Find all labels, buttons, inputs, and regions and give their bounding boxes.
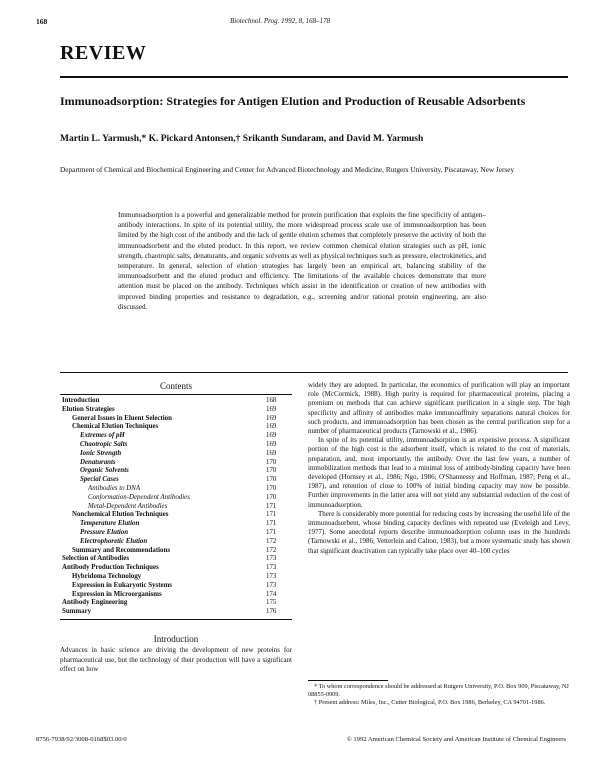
toc-entry-page: 169 [266, 414, 277, 422]
toc-entry-label: Introduction [62, 397, 100, 404]
toc-entry [60, 591, 292, 600]
toc-entry [60, 467, 292, 476]
toc-entry [60, 599, 292, 608]
toc-entry [60, 459, 292, 468]
toc-entry-label: Hybridoma Technology [72, 572, 142, 580]
section-label: REVIEW [60, 42, 147, 64]
toc-entry-page: 169 [266, 432, 277, 440]
toc-entry-page: 169 [266, 423, 277, 431]
contents-heading: Contents [159, 381, 192, 391]
article-code: 8756-7938/92/3008-0168$03.00/0 [36, 736, 127, 743]
toc-entry-page: 173 [266, 581, 277, 589]
toc-entry [60, 476, 292, 485]
toc-entry-page: 172 [266, 537, 277, 545]
toc-entry-label: Metal-Dependent Antibodies [88, 502, 168, 510]
toc-entry-label: Antibodies to DNA [88, 484, 141, 492]
toc-entry-page: 171 [266, 502, 277, 510]
toc-entry-page: 171 [266, 528, 277, 536]
toc-entry-label: Summary [62, 608, 92, 616]
toc-entry-page: 170 [266, 484, 277, 492]
toc-entry [60, 432, 292, 441]
toc-entry-page: 173 [266, 572, 277, 580]
toc-entry [60, 538, 292, 547]
body-paragraph: widely they are adopted. In particular, the economics of purification will play an important role (McCormick, 1988). High purity is required for pharmaceutical proteins, placing a premium on methods that can achieve significant purification in a single step. The high specificity and affinity of antibodies make immunoaffinity separations natural choices for such products, and immunoadsorption has been chosen as the central purification step for a number of pharmaceutical products (Tarnowski et al., 1986). [308, 381, 570, 436]
toc-entry-label: Nonchemical Elution Techniques [72, 511, 169, 519]
toc-entry-page: 174 [266, 590, 277, 598]
toc-entry [60, 529, 292, 538]
toc-entry-page: 173 [266, 564, 277, 572]
toc-entry-label: Expression in Eukaryotic Systems [72, 581, 172, 589]
toc-entry-label: Antibody Engineering [62, 599, 128, 607]
toc-entry-label: Conformation-Dependent Antibodies [88, 493, 190, 501]
footnotes [308, 683, 570, 707]
toc-entry-page: 170 [266, 467, 277, 475]
affiliation: Department of Chemical and Biochemical Engineering and Center for Advanced Biotechnology and Medicine, Rutgers University, Piscataway, New Jersey [60, 165, 515, 174]
toc-entry-label: Pressure Elution [80, 528, 129, 536]
toc-entry-page: 170 [266, 458, 277, 466]
page-footer [36, 736, 566, 743]
page-number: 168 [36, 17, 48, 26]
toc-entry [60, 423, 292, 432]
toc-entry [60, 582, 292, 591]
toc-entry [60, 397, 292, 406]
toc-entry-page: 169 [266, 440, 277, 448]
toc-entry-label: Extremes of pH [80, 432, 125, 440]
toc-entry-label: Selection of Antibodies [62, 555, 129, 563]
introduction-paragraph: Advances in basic science are driving the development of new proteins for pharmaceutical use, but the technology of their production will have a significant effect on how [60, 646, 292, 673]
toc-entry-label: Ionic Strength [80, 449, 122, 457]
toc-entry-label: Summary and Recommendations [72, 546, 171, 554]
header-divider [60, 76, 568, 78]
toc-entry [60, 441, 292, 450]
footnote-divider [308, 680, 388, 681]
toc-entry-label: Temperature Elution [80, 520, 140, 528]
abstract: Immunoadsorption is a powerful and generalizable method for protein purification that exploits the fine specificity of antigen–antibody interactions. In spite of its potential utility, the more widespread process scale use of immunoadsorption has been limited by the high cost of the antibody and the lack of gentle elution schemes that completely preserve the activity of both the immunoadsorbent and the eluted product. In this report, we review common chemical elution strategies such as pH, ionic strength, chaotropic salts, denaturants, and organic solvents as well as physical techniques such as pressure, electrokinetics, and temperature. In general, selection of elution strategies has largely been an empirical art, balancing stability of the immunoadsorbent and the eluted product and efficiency. The limitations of the available choices demonstrate that more attention must be placed on the antibody. Techniques which assist in the identification or creation of new antibodies with improved binding properties and resistance to degradation, e.g., screening and/or rational protein engineering, are also discussed. [118, 211, 486, 311]
body-paragraph: There is considerably more potential for reducing costs by increasing the useful life of the immunoadsorbent, whose binding capacity declines with repeated use (Eveleigh and Levy, 1977). Some anecdotal reports describe immunoadsorption column uses in the hundreds (Tarnowski et al., 1986; Vetterlein and Calton, 1983), but a more systematic study has shown that significant deactivation can typically take place over 40–100 cycles [308, 509, 570, 555]
toc-entry-label: Special Cases [80, 476, 119, 484]
footnote: † Present address: Miles, Inc., Cutter Biological, P.O. Box 1986, Berkeley, CA 94701-1986. [314, 699, 546, 706]
toc-entry-label: Electrophoretic Elution [80, 537, 148, 545]
toc-entry-label: Elution Strategies [62, 405, 115, 413]
toc-entry [60, 406, 292, 415]
contents-list [60, 394, 292, 620]
toc-entry-label: Expression in Microorganisms [72, 590, 162, 598]
toc-entry [60, 415, 292, 424]
toc-entry-page: 173 [266, 555, 277, 563]
toc-entry-label: Organic Solvents [80, 467, 129, 475]
toc-entry [60, 564, 292, 573]
toc-entry [60, 511, 292, 520]
toc-entry [60, 573, 292, 582]
toc-entry-label: Denaturants [80, 458, 116, 466]
article-title: Immunoadsorption: Strategies for Antigen Elution and Production of Reusable Adsorbents [60, 94, 526, 108]
toc-entry-page: 170 [266, 476, 277, 484]
journal-citation: Biotechnol. Prog. 1992, 8, 168–178 [230, 17, 331, 25]
toc-entry [60, 555, 292, 564]
toc-entry-page: 171 [266, 520, 277, 528]
toc-entry [60, 547, 292, 556]
toc-entry [60, 608, 292, 617]
body-right-column [308, 381, 570, 556]
toc-entry-label: Antibody Production Techniques [62, 564, 159, 572]
body-paragraph: In spite of its potential utility, immunoadsorption is an expensive process. A significant portion of the high cost is the adsorbent itself, which is related to the cost of materials, preparation, and, most importantly, the antibody. Over the last few years, a number of immobilization methods that lead to a minimal loss of antibody-binding capacity have been developed (Hornsey et al., 1986; Ngo, 1986; O'Shannessy and Hoffman, 1987; Peng et al., 1987), and retention of close to 100% of initial binding capacity may now be possible. Further improvements in the latter area will not yield any substantial reduction of the cost of immunoadsorption. [308, 436, 570, 509]
author-list: Martin L. Yarmush,* K. Pickard Antonsen,† Srikanth Sundaram, and David M. Yarmush [60, 134, 424, 144]
toc-entry-page: 176 [266, 608, 277, 616]
toc-entry [60, 450, 292, 459]
footnote: * To whom correspondence should be addressed at Rutgers University, P.O. Box 909, Piscataway, NJ 08855-0909. [308, 683, 569, 698]
abstract-divider [60, 372, 568, 373]
toc-entry-label: Chemical Elution Techniques [72, 423, 159, 431]
toc-entry-page: 175 [266, 599, 277, 607]
toc-entry-page: 169 [266, 405, 277, 413]
toc-entry-label: Chaotropic Salts [80, 440, 128, 448]
toc-entry-label: General Issues in Eluent Selection [72, 414, 172, 422]
copyright-notice: © 1992 American Chemical Society and American Institute of Chemical Engineers [346, 736, 566, 743]
toc-entry-page: 172 [266, 546, 277, 554]
toc-entry [60, 494, 292, 503]
toc-entry-page: 168 [266, 397, 277, 404]
contents-box [60, 381, 292, 620]
toc-entry [60, 503, 292, 512]
toc-entry [60, 520, 292, 529]
introduction-heading: Introduction [153, 634, 199, 644]
toc-entry-page: 170 [266, 493, 277, 501]
toc-entry [60, 485, 292, 494]
toc-entry-page: 171 [266, 511, 277, 519]
toc-entry-page: 169 [266, 449, 277, 457]
